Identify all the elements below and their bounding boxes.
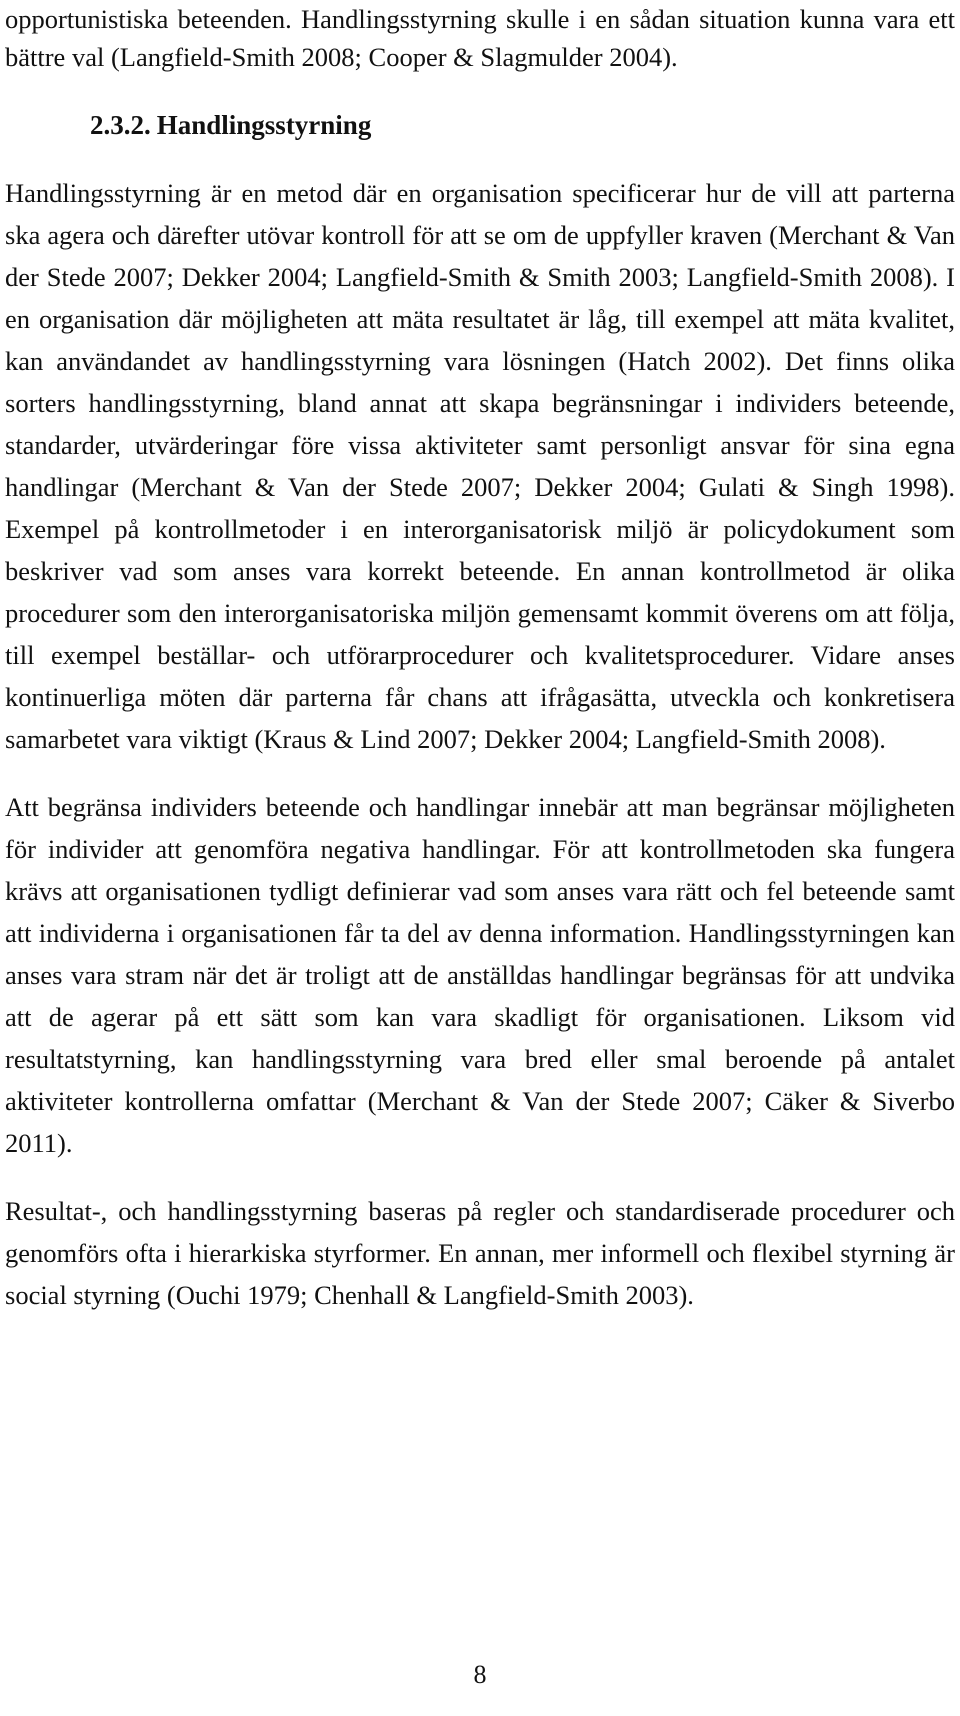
body-paragraph-1: Handlingsstyrning är en metod där en organisation specificerar hur de vill att parterna ska agera och därefter utövar kontroll för att se om de uppfyller kraven (Merchant & Van der Stede 2007; Dekker 2004; Langfield-Smith & Smith 2003; Langfield-Smith 2008). I en organisation där möjligheten att mäta resultatet är låg, till exempel att mäta kvalitet, kan användandet av handlingsstyrning vara lösningen (Hatch 2002). Det finns olika sorters handlingsstyrning, bland annat att skapa begränsningar i individers beteende, standarder, utvärderingar före vissa aktiviteter samt personligt ansvar för sina egna handlingar (Merchant & Van der Stede 2007; Dekker 2004; Gulati & Singh 1998). Exempel på kontrollmetoder i en interorganisatorisk miljö är policydokument som beskriver vad som anses vara korrekt beteende. En annan kontrollmetod är olika procedurer som den interorganisatoriska miljön gemensamt kommit överens om att följa, till exempel beställar- och utförarprocedurer och kvalitetsprocedurer. Vidare anses kontinuerliga möten där parterna får chans att ifrågasätta, utveckla och konkretisera samarbetet vara viktigt (Kraus & Lind 2007; Dekker 2004; Langfield-Smith 2008). [5, 178, 955, 754]
body-paragraph-3: Resultat-, och handlingsstyrning baseras på regler och standardiserade procedurer och genomförs ofta i hierarkiska styrformer. En annan, mer informell och flexibel styrning är social styrning (Ouchi 1979; Chenhall & Langfield-Smith 2003). [5, 1196, 955, 1310]
document-page [5, 0, 955, 1316]
section-heading [90, 106, 955, 144]
body-paragraph-2: Att begränsa individers beteende och handlingar innebär att man begränsar möjligheten för individer att genomföra negativa handlingar. För att kontrollmetoden ska fungera krävs att organisationen tydligt definierar vad som anses vara rätt och fel beteende samt att individerna i organisationen får ta del av denna information. Handlingsstyrningen kan anses vara stram när det är troligt att de anställdas handlingar begränsas för att undvika att de agerar på ett sätt som kan vara skadligt för organisationen. Liksom vid resultatstyrning, kan handlingsstyrning vara bred eller smal beroende på antalet aktiviteter kontrollerna omfattar (Merchant & Van der Stede 2007; Cäker & Siverbo 2011). [5, 792, 955, 1158]
section-title: Handlingsstyrning [156, 110, 372, 140]
page-number: 8 [473, 1660, 487, 1689]
section-number: 2.3.2. [90, 110, 151, 140]
intro-paragraph: opportunistiska beteenden. Handlingsstyrning skulle i en sådan situation kunna vara ett bättre val (Langfield-Smith 2008; Cooper & Slagmulder 2004). [5, 4, 955, 72]
